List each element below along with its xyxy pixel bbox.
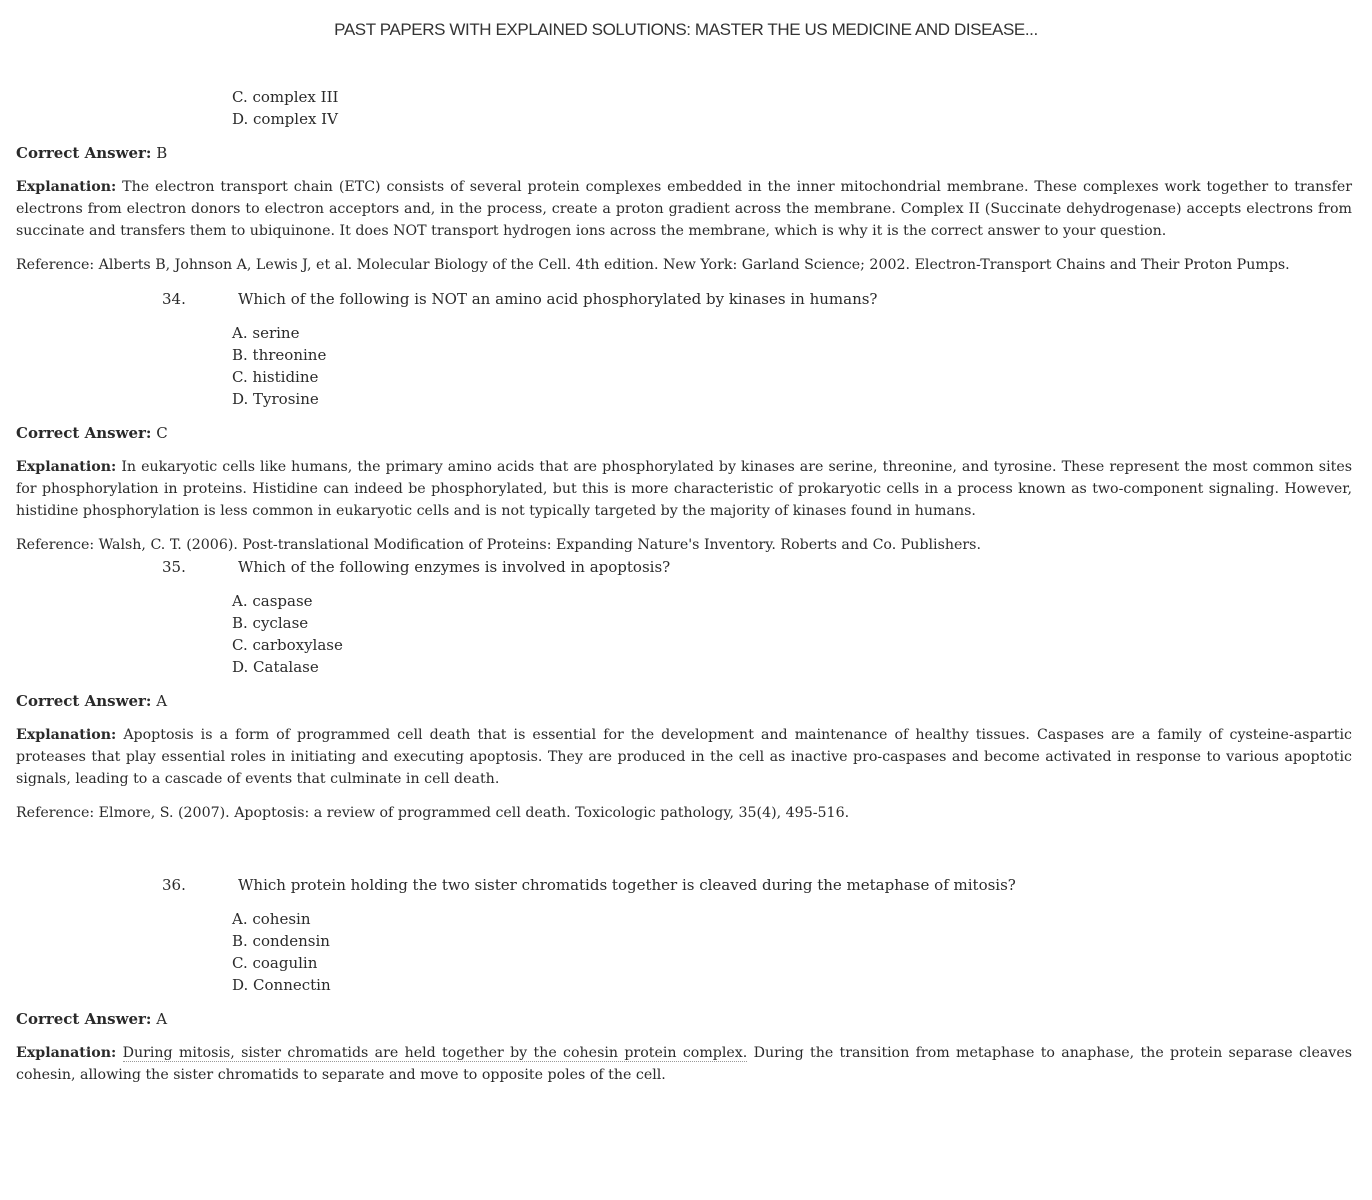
- page-header: PAST PAPERS WITH EXPLAINED SOLUTIONS: MASTER THE US MEDICINE AND DISEASE...: [334, 20, 1038, 39]
- option-b: B. condensin: [232, 932, 330, 950]
- question-number: 36.: [162, 876, 186, 894]
- options-list: [232, 86, 1352, 130]
- options-list: [232, 322, 1352, 410]
- question-35: [16, 556, 1352, 578]
- correct-answer-value: A: [156, 692, 168, 710]
- option-a: A. caspase: [232, 592, 313, 610]
- option-c: C. coagulin: [232, 954, 318, 972]
- explanation: [16, 456, 1352, 522]
- correct-answer: [16, 142, 1352, 164]
- options-list: [232, 590, 1352, 678]
- question-36: [16, 874, 1352, 896]
- explanation: [16, 724, 1352, 790]
- explanation-label: Explanation:: [16, 459, 117, 475]
- question-text: Which protein holding the two sister chromatids together is cleaved during the metaphase of mitosis?: [238, 876, 1016, 894]
- option-b: B. threonine: [232, 346, 327, 364]
- option-a: A. cohesin: [232, 910, 311, 928]
- explanation-text: During the transition from metaphase to anaphase, the protein separase cleaves cohesin, allowing the sister chromatids to separate and move to opposite poles of the cell.: [16, 1045, 1352, 1083]
- explanation-text-highlighted: During mitosis, sister chromatids are held together by the cohesin protein complex.: [122, 1045, 748, 1061]
- explanation-text: The electron transport chain (ETC) consists of several protein complexes embedded in the inner mitochondrial membrane. These complexes work together to transfer electrons from electron donors to electron acceptors and, in the process, create a proton gradient across the membrane. Complex II (Succinate dehydrogenase) accepts electrons from succinate and transfers them to ubiquinone. It does NOT transport hydrogen ions across the membrane, which is why it is the correct answer to your question.: [16, 179, 1352, 239]
- reference: Reference: Walsh, C. T. (2006). Post-translational Modification of Proteins: Expanding Nature's Inventory. Roberts and Co. Publishers.: [16, 537, 981, 553]
- reference: Reference: Alberts B, Johnson A, Lewis J, et al. Molecular Biology of the Cell. 4th edition. New York: Garland Science; 2002. Electron-Transport Chains and Their Proton Pumps.: [16, 257, 1290, 273]
- document-body: [16, 86, 1352, 1086]
- options-list: [232, 908, 1352, 996]
- explanation-label: Explanation:: [16, 1045, 117, 1061]
- correct-answer-value: A: [156, 1010, 168, 1028]
- question-text: Which of the following enzymes is involved in apoptosis?: [238, 558, 671, 576]
- correct-answer-label: Correct Answer:: [16, 144, 152, 162]
- correct-answer-value: C: [156, 424, 168, 442]
- correct-answer-value: B: [156, 144, 168, 162]
- option-a: A. serine: [232, 324, 300, 342]
- correct-answer: [16, 690, 1352, 712]
- explanation-text: In eukaryotic cells like humans, the primary amino acids that are phosphorylated by kinases are serine, threonine, and tyrosine. These represent the most common sites for phosphorylation in proteins. Histidine can indeed be phosphorylated, but this is more characteristic of prokaryotic cells in a process known as two-component signaling. However, histidine phosphorylation is less common in eukaryotic cells and is not typically targeted by the majority of kinases found in humans.: [16, 459, 1352, 519]
- correct-answer: [16, 422, 1352, 444]
- correct-answer: [16, 1008, 1352, 1030]
- option-b: B. cyclase: [232, 614, 309, 632]
- explanation: [16, 176, 1352, 242]
- correct-answer-label: Correct Answer:: [16, 424, 152, 442]
- option-d: D. Connectin: [232, 976, 331, 994]
- question-text: Which of the following is NOT an amino acid phosphorylated by kinases in humans?: [238, 290, 878, 308]
- correct-answer-label: Correct Answer:: [16, 1010, 152, 1028]
- option-c: C. carboxylase: [232, 636, 343, 654]
- explanation-text: Apoptosis is a form of programmed cell death that is essential for the development and maintenance of healthy tissues. Caspases are a family of cysteine-aspartic proteases that play essential roles in initiating and executing apoptosis. They are produced in the cell as inactive pro-caspases and become activated in response to various apoptotic signals, leading to a cascade of events that culminate in cell death.: [16, 727, 1352, 787]
- explanation-label: Explanation:: [16, 727, 117, 743]
- option-c: C. complex III: [232, 88, 339, 106]
- reference: Reference: Elmore, S. (2007). Apoptosis: a review of programmed cell death. Toxicologic pathology, 35(4), 495-516.: [16, 805, 850, 821]
- explanation-label: Explanation:: [16, 179, 117, 195]
- question-number: 34.: [162, 290, 186, 308]
- option-d: D. Catalase: [232, 658, 319, 676]
- option-d: D. Tyrosine: [232, 390, 319, 408]
- option-c: C. histidine: [232, 368, 319, 386]
- option-d: D. complex IV: [232, 110, 338, 128]
- question-34: [16, 288, 1352, 310]
- question-number: 35.: [162, 558, 186, 576]
- explanation: [16, 1042, 1352, 1086]
- correct-answer-label: Correct Answer:: [16, 692, 152, 710]
